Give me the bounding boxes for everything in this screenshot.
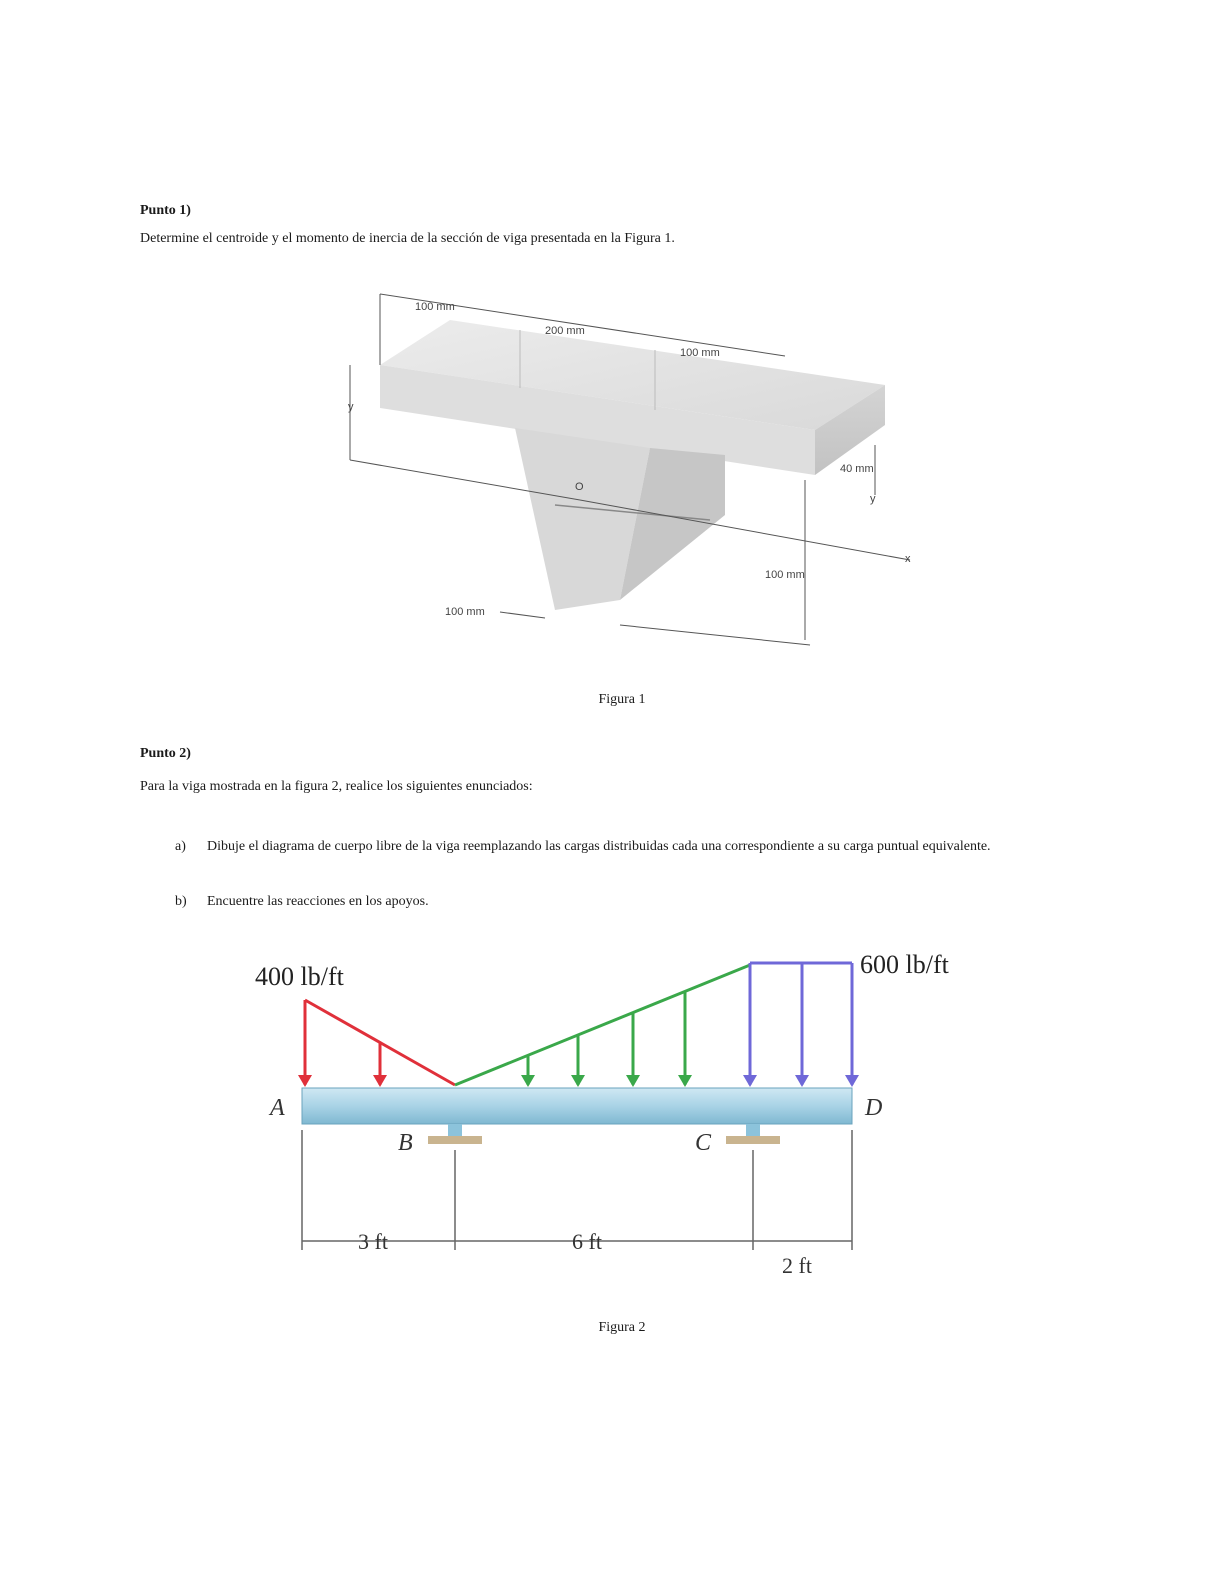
arrow-head bbox=[845, 1075, 859, 1087]
section1-heading: Punto 1) bbox=[140, 203, 191, 218]
span-cd-label: 2 ft bbox=[782, 1253, 812, 1278]
dim-top-left: 100 mm bbox=[415, 301, 455, 313]
axis-y-label: y bbox=[870, 493, 876, 505]
dim-top-middle: 200 mm bbox=[545, 325, 585, 337]
list-marker: a) bbox=[175, 839, 186, 854]
arrow-head bbox=[626, 1075, 640, 1087]
origin-label: O bbox=[575, 481, 584, 493]
list-item-text: Dibuje el diagrama de cuerpo libre de la viga reemplazando las cargas distribuidas cada una correspondiente a su carga puntual equivalente. bbox=[207, 839, 991, 854]
point-a-label: A bbox=[270, 1095, 285, 1121]
arrow-head bbox=[373, 1075, 387, 1087]
list-item-text: Encuentre las reacciones en los apoyos. bbox=[207, 894, 429, 909]
dim-top-right: 100 mm bbox=[680, 347, 720, 359]
figure2-caption: Figura 2 bbox=[598, 1320, 646, 1335]
list-marker: b) bbox=[175, 894, 187, 909]
section2-heading: Punto 2) bbox=[140, 746, 191, 761]
dim-web-bottom: 100 mm bbox=[445, 606, 485, 618]
section1-instruction: Determine el centroide y el momento de inercia de la sección de viga presentada en la Figura 1. bbox=[140, 231, 675, 246]
load-right-label: 600 lb/ft bbox=[860, 950, 949, 979]
section2-instruction: Para la viga mostrada en la figura 2, realice los siguientes enunciados: bbox=[140, 779, 533, 794]
arrow-head bbox=[743, 1075, 757, 1087]
point-c-label: C bbox=[695, 1130, 712, 1156]
figure2-diagram bbox=[240, 945, 1000, 1290]
middle-triangular-load bbox=[455, 965, 750, 1085]
dim-height-mark: y bbox=[348, 401, 354, 413]
figure1-caption: Figura 1 bbox=[598, 692, 646, 707]
arrow-head bbox=[678, 1075, 692, 1087]
support-c bbox=[726, 1124, 780, 1144]
figure1-diagram bbox=[330, 280, 930, 655]
span-ab-label: 3 ft bbox=[358, 1229, 388, 1254]
list-item bbox=[175, 838, 1105, 878]
dim-flange-thickness: 40 mm bbox=[840, 463, 874, 475]
axis-x-label: x bbox=[905, 553, 911, 565]
list-item bbox=[175, 893, 1105, 913]
arrow-head bbox=[298, 1075, 312, 1087]
span-bc-label: 6 ft bbox=[572, 1229, 602, 1254]
left-triangular-load bbox=[305, 1000, 455, 1085]
arrow-head bbox=[795, 1075, 809, 1087]
dim-web-height: 100 mm bbox=[765, 569, 805, 581]
load-left-label: 400 lb/ft bbox=[255, 962, 344, 991]
arrow-head bbox=[521, 1075, 535, 1087]
uniform-load bbox=[750, 963, 852, 1085]
point-b-label: B bbox=[398, 1130, 413, 1156]
beam bbox=[302, 1088, 852, 1124]
arrow-head bbox=[571, 1075, 585, 1087]
point-d-label: D bbox=[865, 1095, 883, 1121]
support-b bbox=[428, 1124, 482, 1144]
